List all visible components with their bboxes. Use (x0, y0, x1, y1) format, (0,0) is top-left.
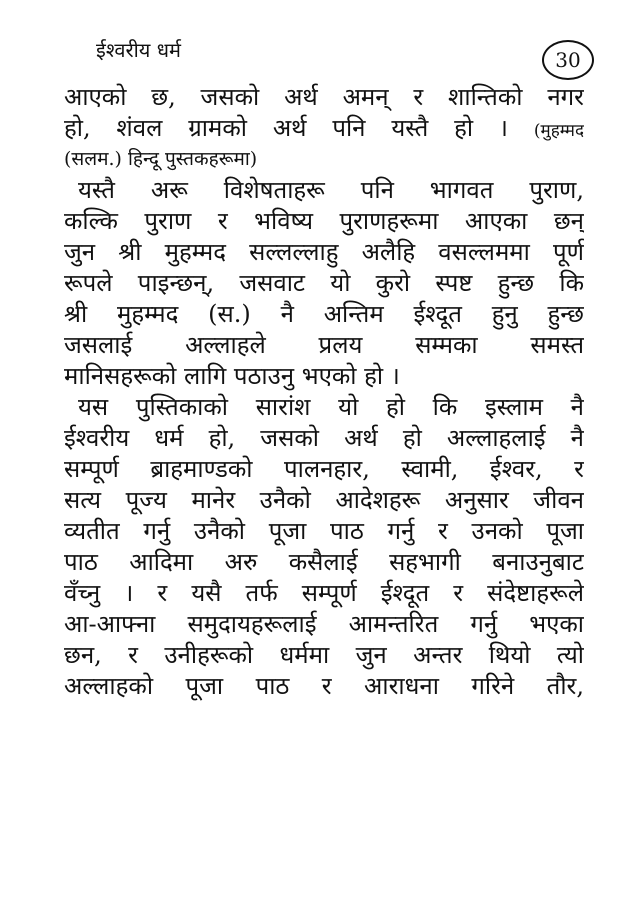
text-line-main: हो, शंवल ग्रामको अर्थ पनि यस्तै हो । (64, 114, 509, 142)
text-line: आएको छ, जसको अर्थ अमन् र शान्तिको नगर (64, 83, 584, 111)
text-line-tail: (मुहम्मद (533, 121, 584, 141)
text-line (64, 113, 584, 144)
text-line: सत्य पूज्य मानेर उनैको आदेशहरू अनुसार जीवन (64, 486, 584, 514)
paragraph-first-line: यस्तै अरू विशेषताहरू पनि भागवत पुराण, (78, 176, 584, 204)
text-line: कल्कि पुराण र भविष्य पुराणहरूमा आएका छन् (64, 207, 584, 235)
text-line: आ-आफ्ना समुदायहरूलाई आमन्तरित गर्नु भएका (64, 610, 584, 638)
text-line: पाठ आदिमा अरु कसैलाई सहभागी बनाउनुबाट (64, 548, 584, 576)
text-line: जसलाई अल्लाहले प्रलय सम्मका समस्त (64, 331, 584, 359)
text-line: वँच्नु । र यसै तर्फ सम्पूर्ण ईश्दूत र संदेष्टाहरूले (64, 579, 584, 607)
text-line: जुन श्री मुहम्मद सल्लल्लाहु अलैहि वसल्लममा पूर्ण (64, 238, 584, 266)
paragraph-last-line: मानिसहरूको लागि पठाउनु भएको हो । (64, 362, 400, 390)
text-line: श्री मुहम्मद (स.) नै अन्तिम ईश्दूत हुनु हुन्छ (64, 300, 584, 328)
text-line: अल्लाहको पूजा पाठ र आराधना गरिने तौर, (64, 672, 584, 700)
text-line: व्यतीत गर्नु उनैको पूजा पाठ गर्नु र उनको पूजा (64, 517, 584, 545)
text-line: छन, र उनीहरूको धर्ममा जुन अन्तर थियो त्यो (64, 641, 584, 669)
text-line: ईश्वरीय धर्म हो, जसको अर्थ हो अल्लाहलाई नै (64, 424, 584, 452)
page-number-badge: 30 (542, 40, 594, 80)
body-text (64, 82, 584, 702)
paragraph-first-line: यस पुस्तिकाको सारांश यो हो कि इस्लाम नै (78, 393, 584, 421)
text-line: रूपले पाइन्छन्, जसवाट यो कुरो स्पष्ट हुन्छ कि (64, 269, 584, 297)
text-line: सम्पूर्ण ब्राहमाण्डको पालनहार, स्वामी, ईश्वर, र (64, 455, 584, 483)
text-line: (सलम.) हिन्दू पुस्तकहरूमा) (64, 148, 258, 170)
running-header-title: ईश्वरीय धर्म (96, 38, 182, 62)
